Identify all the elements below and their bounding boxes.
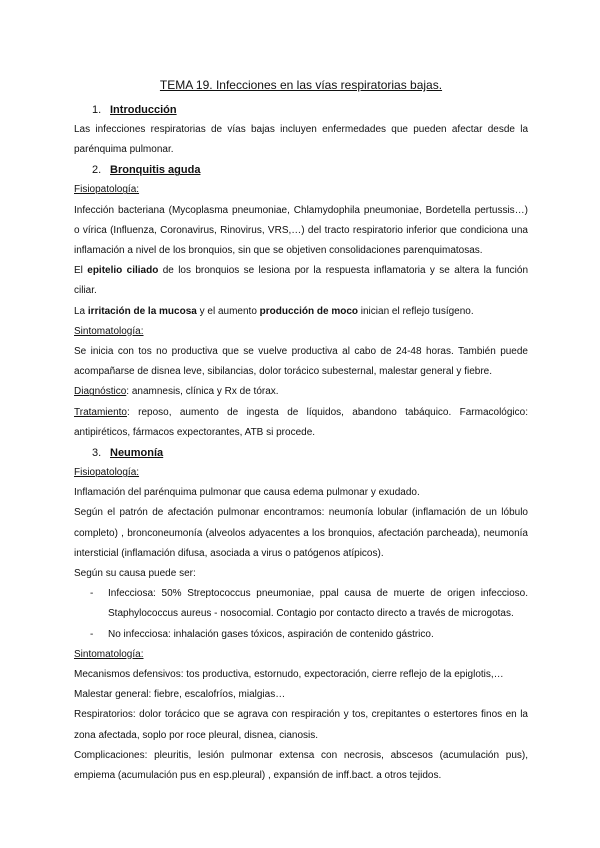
- neumonia-fisio-paragraph-1: Inflamación del parénquima pulmonar que causa edema pulmonar y exudado.: [74, 487, 420, 499]
- bold-term: irritación de la mucosa: [87, 305, 197, 317]
- subheading-sintomatologia: Sintomatología:: [74, 325, 144, 337]
- document-body: [74, 76, 528, 786]
- neumonia-fisio-paragraph-3: Según su causa puede ser:: [74, 568, 196, 580]
- subheading-fisiopatologia: Fisiopatología:: [74, 467, 140, 479]
- section-number: 2.: [92, 164, 102, 177]
- bold-term: producción de moco: [259, 305, 358, 317]
- bronquitis-tratamiento: Tratamiento: reposo, aumento de ingesta de líquidos, abandono tabáquico. Farmacológico: antipiréticos, fármacos expectorantes, ATB si procede.: [74, 406, 528, 438]
- neumonia-sinto-paragraph-1: Mecanismos defensivos: tos productiva, estornudo, expectoración, cierre reflejo de la epiglotis,…: [74, 669, 504, 681]
- inline-label: Diagnóstico: [74, 386, 127, 398]
- section-number: 3.: [92, 447, 102, 460]
- subheading-fisiopatologia: Fisiopatología:: [74, 184, 140, 196]
- bronquitis-diagnostico: Diagnóstico: anamnesis, clínica y Rx de tórax.: [74, 386, 279, 398]
- inline-label: Tratamiento: [74, 406, 127, 418]
- bold-term: epitelio ciliado: [87, 265, 159, 277]
- neumonia-sinto-paragraph-3: Respiratorios: dolor torácico que se agrava con respiración y tos, crepitantes o estertores finos en la zona afectada, soplo por roce pleural, disnea, cianosis.: [74, 709, 528, 741]
- neumonia-sinto-paragraph-2: Malestar general: fiebre, escalofríos, mialgias…: [74, 689, 286, 701]
- page-title: TEMA 19. Infecciones en las vías respiratorias bajas.: [159, 78, 443, 92]
- subheading-sintomatologia: Sintomatología:: [74, 648, 144, 660]
- section-heading-neumonia: [92, 443, 528, 463]
- intro-paragraph: Las infecciones respiratorias de vías bajas incluyen enfermedades que pueden afectar desde la parénquima pulmonar.: [74, 124, 528, 156]
- bronquitis-fisio-paragraph-1: Infección bacteriana (Mycoplasma pneumoniae, Chlamydophila pneumoniae, Bordetella pertussis…) o vírica (Influenza, Coronavirus, Rinovirus, VRS,…) del tracto respiratorio inferior que condiciona una inflamación a nivel de los bronquios, sin que se objetiven consolidaciones parenquimatosas.: [74, 204, 528, 257]
- section-title: Neumonía: [110, 447, 164, 460]
- section-heading-introduccion: [92, 100, 528, 120]
- section-title: Bronquitis aguda: [110, 164, 201, 177]
- list-item: - Infecciosa: 50% Streptococcus pneumoniae, ppal causa de muerte de origen infeccioso. Staphylococcus aureus - nosocomial. Contagio por contacto directo a través de microgotas.: [90, 588, 528, 620]
- bronquitis-fisio-paragraph-3: La irritación de la mucosa y el aumento producción de moco inician el reflejo tusígeno.: [74, 305, 474, 317]
- bronquitis-sinto-paragraph: Se inicia con tos no productiva que se vuelve productiva al cabo de 24-48 horas. También puede acompañarse de disnea leve, sibilancias, dolor torácico subesternal, malestar general y fiebre.: [74, 346, 528, 378]
- neumonia-fisio-paragraph-2: Según el patrón de afectación pulmonar encontramos: neumonía lobular (inflamación de un lóbulo completo) , bronconeumonía (alveolos adyacentes a los bronquios, afectación parcheada), neumonía intersticial (inflamación difusa, asociada a virus o patógenos atípicos).: [74, 507, 528, 559]
- section-title: Introducción: [110, 104, 177, 116]
- neumonia-sinto-paragraph-4: Complicaciones: pleuritis, lesión pulmonar extensa con necrosis, abscesos (acumulación pus), empiema (acumulación pus en esp.pleural) , expansión de inff.bact. a otros tejidos.: [74, 749, 528, 782]
- causes-list: [74, 584, 528, 645]
- list-item: - No infecciosa: inhalación gases tóxicos, aspiración de contenido gástrico.: [90, 628, 434, 640]
- section-heading-bronquitis: [92, 160, 528, 180]
- bronquitis-fisio-paragraph-2: El epitelio ciliado de los bronquios se lesiona por la respuesta inflamatoria y se altera la función ciliar.: [74, 265, 529, 297]
- section-number: 1.: [92, 104, 102, 116]
